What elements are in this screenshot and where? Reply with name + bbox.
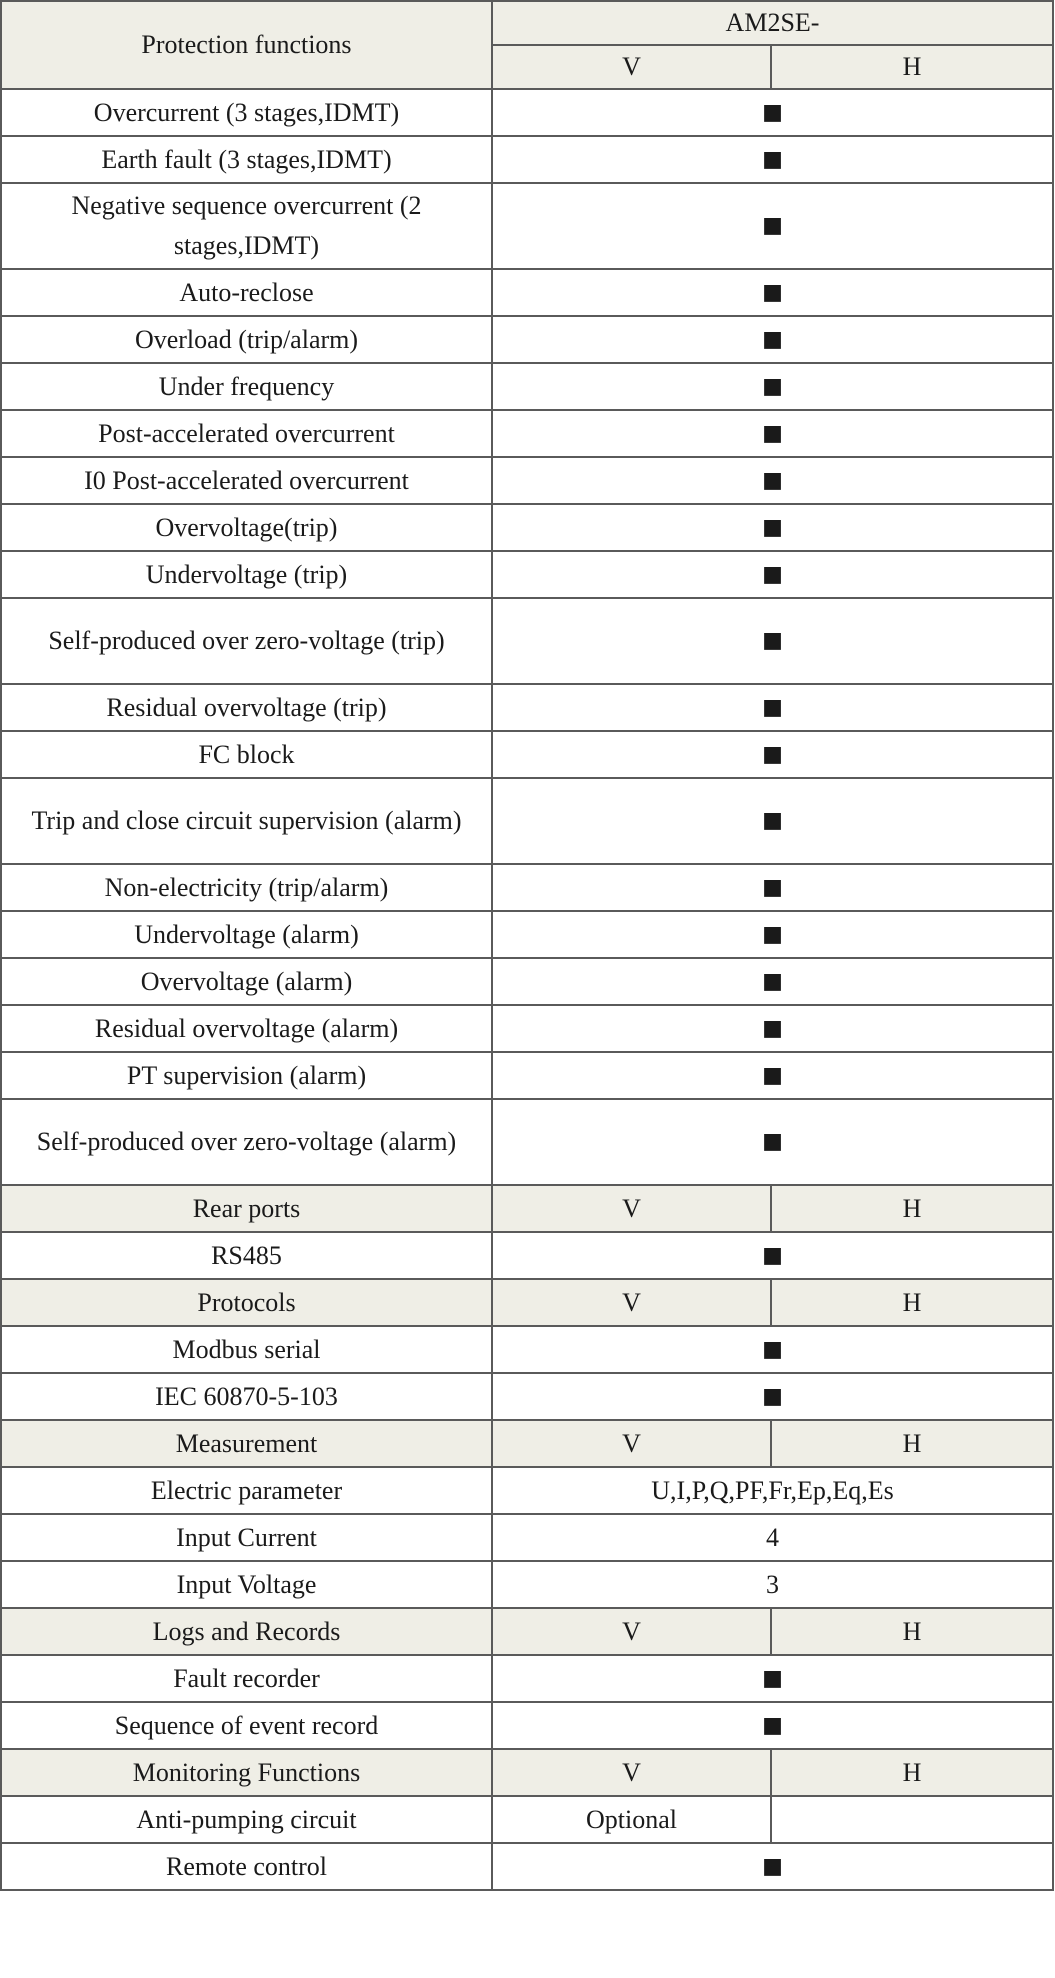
support-mark: ■ <box>492 410 1053 457</box>
row-label: FC block <box>1 731 492 778</box>
row-label: Undervoltage (alarm) <box>1 911 492 958</box>
variant-h-value <box>771 1796 1053 1843</box>
section-header-monitoring <box>1 1749 1053 1796</box>
table-row <box>1 1005 1053 1052</box>
table-row <box>1 958 1053 1005</box>
support-mark: ■ <box>492 1099 1053 1185</box>
support-mark: ■ <box>492 269 1053 316</box>
variant-h-header: H <box>771 1608 1053 1655</box>
table-row <box>1 598 1053 684</box>
table-row <box>1 1514 1053 1561</box>
variant-h-header: H <box>771 45 1053 89</box>
variant-h-header: H <box>771 1279 1053 1326</box>
section-header-rear-ports <box>1 1185 1053 1232</box>
table-row <box>1 1561 1053 1608</box>
variant-v-header: V <box>492 45 771 89</box>
table-row <box>1 1326 1053 1373</box>
support-mark: ■ <box>492 684 1053 731</box>
section-header-logs <box>1 1608 1053 1655</box>
support-mark: ■ <box>492 864 1053 911</box>
table-row <box>1 316 1053 363</box>
support-mark: ■ <box>492 504 1053 551</box>
table-row <box>1 410 1053 457</box>
support-mark: ■ <box>492 1005 1053 1052</box>
table-row <box>1 864 1053 911</box>
table-row <box>1 684 1053 731</box>
table-row <box>1 1373 1053 1420</box>
row-label: Modbus serial <box>1 1326 492 1373</box>
variant-v-header: V <box>492 1279 771 1326</box>
support-mark: ■ <box>492 457 1053 504</box>
row-label: Under frequency <box>1 363 492 410</box>
row-label: RS485 <box>1 1232 492 1279</box>
row-label: Fault recorder <box>1 1655 492 1702</box>
section-title: Rear ports <box>1 1185 492 1232</box>
support-mark: ■ <box>492 1373 1053 1420</box>
row-label: Earth fault (3 stages,IDMT) <box>1 136 492 183</box>
table-row <box>1 363 1053 410</box>
row-label: Input Current <box>1 1514 492 1561</box>
support-mark: ■ <box>492 1232 1053 1279</box>
table-row <box>1 911 1053 958</box>
table-row <box>1 457 1053 504</box>
support-mark: ■ <box>492 136 1053 183</box>
measurement-value: 4 <box>492 1514 1053 1561</box>
row-label: Electric parameter <box>1 1467 492 1514</box>
row-label: Non-electricity (trip/alarm) <box>1 864 492 911</box>
row-label: Self-produced over zero-voltage (alarm) <box>1 1099 492 1185</box>
model-header: AM2SE- <box>492 1 1053 45</box>
row-label: Overvoltage(trip) <box>1 504 492 551</box>
table-row <box>1 551 1053 598</box>
support-mark: ■ <box>492 183 1053 269</box>
variant-v-header: V <box>492 1749 771 1796</box>
support-mark: ■ <box>492 89 1053 136</box>
section-title: Measurement <box>1 1420 492 1467</box>
table-row <box>1 1467 1053 1514</box>
row-label: Input Voltage <box>1 1561 492 1608</box>
row-label: PT supervision (alarm) <box>1 1052 492 1099</box>
support-mark: ■ <box>492 778 1053 864</box>
table-row <box>1 778 1053 864</box>
table-row <box>1 136 1053 183</box>
section-header-protocols <box>1 1279 1053 1326</box>
variant-v-header: V <box>492 1608 771 1655</box>
section-title: Monitoring Functions <box>1 1749 492 1796</box>
table-row <box>1 269 1053 316</box>
variant-h-header: H <box>771 1420 1053 1467</box>
support-mark: ■ <box>492 911 1053 958</box>
support-mark: ■ <box>492 1326 1053 1373</box>
row-label: Trip and close circuit supervision (alarm) <box>1 778 492 864</box>
measurement-value: 3 <box>492 1561 1053 1608</box>
support-mark: ■ <box>492 1702 1053 1749</box>
row-label: Overvoltage (alarm) <box>1 958 492 1005</box>
support-mark: ■ <box>492 1052 1053 1099</box>
table-row <box>1 183 1053 269</box>
table-row <box>1 504 1053 551</box>
table-row <box>1 731 1053 778</box>
support-mark: ■ <box>492 598 1053 684</box>
row-label: Undervoltage (trip) <box>1 551 492 598</box>
table-row <box>1 89 1053 136</box>
support-mark: ■ <box>492 316 1053 363</box>
row-label: Overcurrent (3 stages,IDMT) <box>1 89 492 136</box>
table-row <box>1 1052 1053 1099</box>
table-header-row <box>1 1 1053 45</box>
support-mark: ■ <box>492 363 1053 410</box>
variant-h-header: H <box>771 1185 1053 1232</box>
row-label: IEC 60870-5-103 <box>1 1373 492 1420</box>
measurement-value: U,I,P,Q,PF,Fr,Ep,Eq,Es <box>492 1467 1053 1514</box>
row-label: Overload (trip/alarm) <box>1 316 492 363</box>
support-mark: ■ <box>492 731 1053 778</box>
variant-v-header: V <box>492 1420 771 1467</box>
variant-v-header: V <box>492 1185 771 1232</box>
table-row <box>1 1702 1053 1749</box>
row-label: Residual overvoltage (alarm) <box>1 1005 492 1052</box>
table-row <box>1 1655 1053 1702</box>
support-mark: ■ <box>492 958 1053 1005</box>
section-title: Protocols <box>1 1279 492 1326</box>
row-label: Auto-reclose <box>1 269 492 316</box>
section-title: Logs and Records <box>1 1608 492 1655</box>
protection-functions-header: Protection functions <box>1 1 492 89</box>
row-label: Post-accelerated overcurrent <box>1 410 492 457</box>
section-header-measurement <box>1 1420 1053 1467</box>
table-row <box>1 1099 1053 1185</box>
table-row <box>1 1843 1053 1890</box>
support-mark: ■ <box>492 1843 1053 1890</box>
variant-v-value: Optional <box>492 1796 771 1843</box>
table-row <box>1 1232 1053 1279</box>
table-row <box>1 1796 1053 1843</box>
row-label: Anti-pumping circuit <box>1 1796 492 1843</box>
row-label: Sequence of event record <box>1 1702 492 1749</box>
row-label: Remote control <box>1 1843 492 1890</box>
row-label: I0 Post-accelerated overcurrent <box>1 457 492 504</box>
row-label: Negative sequence overcurrent (2 stages,IDMT) <box>1 183 492 269</box>
row-label: Residual overvoltage (trip) <box>1 684 492 731</box>
support-mark: ■ <box>492 1655 1053 1702</box>
row-label: Self-produced over zero-voltage (trip) <box>1 598 492 684</box>
variant-h-header: H <box>771 1749 1053 1796</box>
support-mark: ■ <box>492 551 1053 598</box>
